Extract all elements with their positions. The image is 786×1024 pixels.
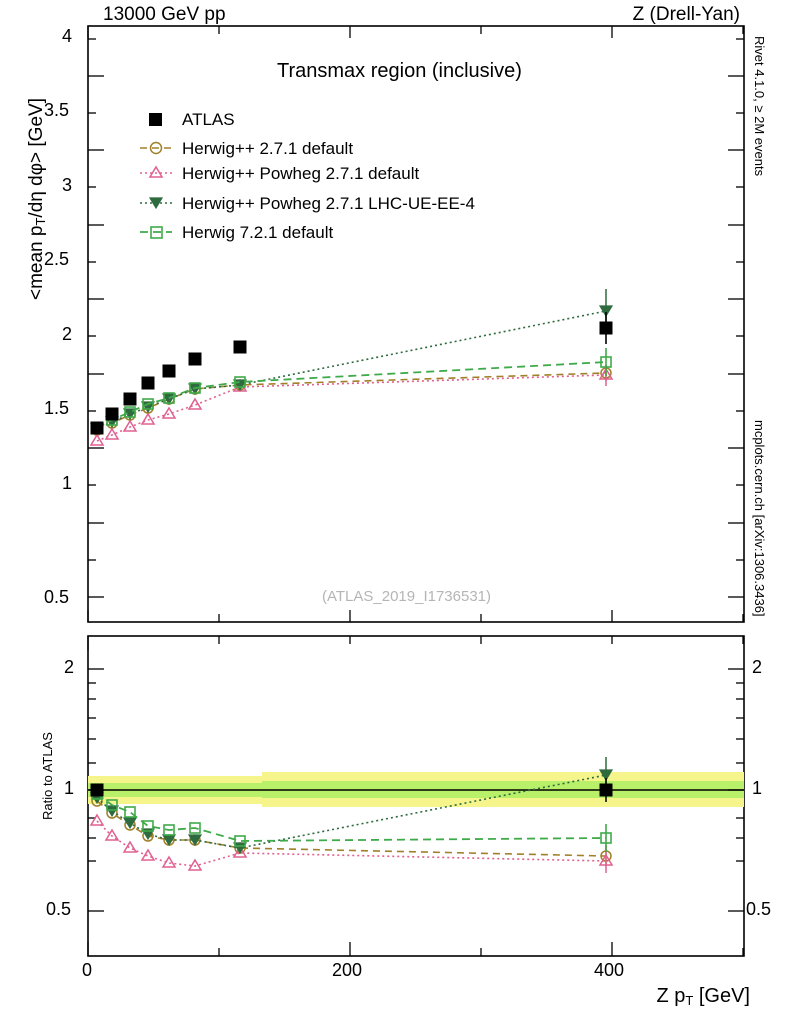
ratio-y-tick-label-1-right: 1 bbox=[752, 778, 763, 798]
x-axis-label: Z pT [GeV] bbox=[656, 985, 750, 1008]
ratio-y-tick-label-0p5-left: 0.5 bbox=[46, 899, 72, 919]
y-tick-label-3: 3 bbox=[62, 175, 73, 195]
ratio-y-tick-label-2-right: 2 bbox=[752, 657, 763, 677]
ratio-y-tick-label-2-left: 2 bbox=[64, 657, 75, 677]
y-tick-label-3p5: 3.5 bbox=[44, 100, 70, 120]
x-tick-label-400: 400 bbox=[594, 960, 625, 980]
legend-markers bbox=[140, 113, 172, 238]
header-left: 13000 GeV pp bbox=[103, 4, 226, 25]
y-tick-label-1p5: 1.5 bbox=[44, 398, 70, 418]
x-tick-label-0: 0 bbox=[82, 960, 93, 980]
y-tick-label-4: 4 bbox=[62, 26, 73, 46]
legend-item-herwigpp-powheg-271-default[interactable]: Herwig++ Powheg 2.7.1 default bbox=[182, 164, 420, 183]
ratio-y-axis-label: Ratio to ATLAS bbox=[40, 732, 55, 820]
y-tick-label-1: 1 bbox=[62, 473, 73, 493]
ratio-y-tick-label-1-left: 1 bbox=[64, 778, 75, 798]
chart-title: Transmax region (inclusive) bbox=[277, 60, 522, 82]
legend-item-atlas[interactable]: ATLAS bbox=[182, 110, 235, 129]
legend-item-herwig-721-default[interactable]: Herwig 7.2.1 default bbox=[182, 223, 334, 242]
x-tick-label-200: 200 bbox=[332, 960, 363, 980]
ratio-uncertainty-band bbox=[88, 772, 744, 807]
ratio-y-tick-label-0p5-right: 0.5 bbox=[746, 899, 772, 919]
y-tick-label-0p5: 0.5 bbox=[44, 587, 70, 607]
dataset-watermark: (ATLAS_2019_I1736531) bbox=[322, 588, 492, 605]
series-herwig-721-default bbox=[92, 348, 611, 433]
mcplots-reference-label: mcplots.cern.ch [arXiv:1306.3436] bbox=[752, 420, 767, 617]
y-tick-label-2: 2 bbox=[62, 324, 73, 344]
series-atlas bbox=[91, 312, 612, 434]
y-axis-label: <mean pT/dη dφ> [GeV] bbox=[26, 98, 48, 300]
legend-item-herwigpp-271-default[interactable]: Herwig++ 2.7.1 default bbox=[182, 139, 354, 158]
series-herwigpp-powheg-271-lhc-ue-ee-4 bbox=[91, 289, 612, 434]
rivet-version-label: Rivet 4.1.0, ≥ 2M events bbox=[752, 36, 767, 177]
header-right: Z (Drell-Yan) bbox=[632, 4, 740, 25]
legend-item-herwigpp-powheg-271-lhc-ue-ee-4[interactable]: Herwig++ Powheg 2.7.1 LHC-UE-EE-4 bbox=[182, 194, 475, 213]
y-tick-label-2p5: 2.5 bbox=[44, 249, 70, 269]
